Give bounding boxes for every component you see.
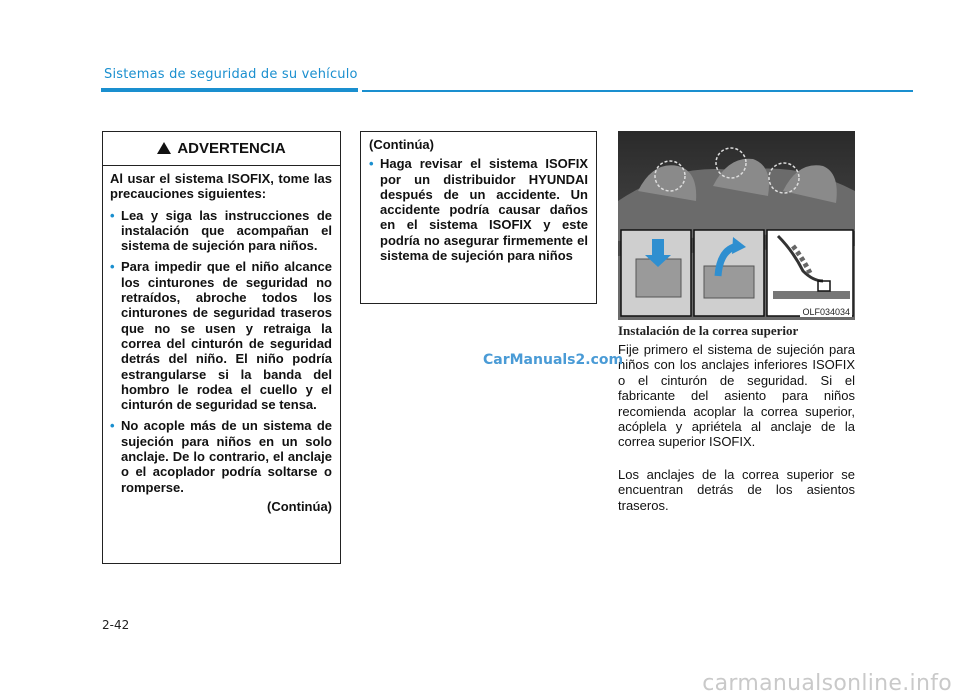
isofix-tether-photo (618, 131, 855, 320)
warning-body (110, 171, 332, 514)
warning-bullet-text: No acople más de un sistema de sujeción para niños en un solo anclaje. De lo contrario, el anclaje o el acoplador podría soltarse o romperse. (121, 418, 332, 495)
warning-bullet-text: Para impedir que el niño alcance los cinturones de seguridad no retraídos, abroche todos los cinturones de seguridad traseros que no se usen y retraiga la correa del cinturón de seguridad detrás del niño. El niño podría estrangularse si la banda del hombro le rodea el cuello y el cinturón de seguridad se tensa. (121, 259, 332, 413)
continuation-box (360, 131, 597, 304)
warning-triangle-icon (157, 142, 171, 154)
figure-code: OLF034034 (802, 307, 850, 317)
body-paragraph: Fije primero el sistema de sujeción para niños con los anclajes inferiores ISOFIX o el cinturón de seguridad. Si el fabricante del asiento para niños recomienda acoplar la correa superior, acóplela y apriétela al anclaje de la correa superior ISOFIX. (618, 342, 855, 450)
seat-illustration (618, 131, 855, 320)
section-title-header: Sistemas de seguridad de su vehículo (104, 67, 358, 82)
watermark-footer: carmanualsonline.info (702, 671, 952, 696)
header-accent-bar (101, 88, 358, 92)
warning-heading-text: ADVERTENCIA (177, 140, 286, 157)
bullet-dot-icon: • (369, 156, 374, 172)
bullet-dot-icon: • (110, 418, 115, 434)
continuation-label: (Continúa) (369, 137, 434, 152)
warning-divider (103, 165, 340, 166)
continuation-body (369, 137, 588, 263)
warning-continued-label: (Continúa) (267, 498, 332, 514)
continuation-bullet (369, 156, 588, 263)
bullet-dot-icon: • (110, 259, 115, 275)
header-rule (362, 90, 913, 92)
bullet-dot-icon: • (110, 207, 115, 223)
warning-bullet (110, 208, 332, 254)
page-number: 2-42 (102, 618, 130, 632)
warning-bullet (110, 259, 332, 412)
section-heading: Instalación de la correa superior (618, 323, 799, 338)
warning-bullet-text: Lea y siga las instrucciones de instalación que acompañan el sistema de sujeción para niños. (121, 207, 332, 254)
continuation-bullet-text: Haga revisar el sistema ISOFIX por un distribuidor HYUNDAI después de un accidente. Un accidente podría causar daños en el sistema ISOFIX y este podría no asegurar firmemente el sistema de sujeción para niños (380, 156, 588, 264)
body-paragraph: Los anclajes de la correa superior se encuentran detrás de los asientos traseros. (618, 467, 855, 513)
watermark-link[interactable]: CarManuals2.com (483, 352, 624, 368)
warning-heading (103, 132, 340, 165)
warning-intro: Al usar el sistema ISOFIX, tome las precauciones siguientes: (110, 171, 332, 202)
warning-bullet (110, 418, 332, 494)
warning-box (102, 131, 341, 564)
